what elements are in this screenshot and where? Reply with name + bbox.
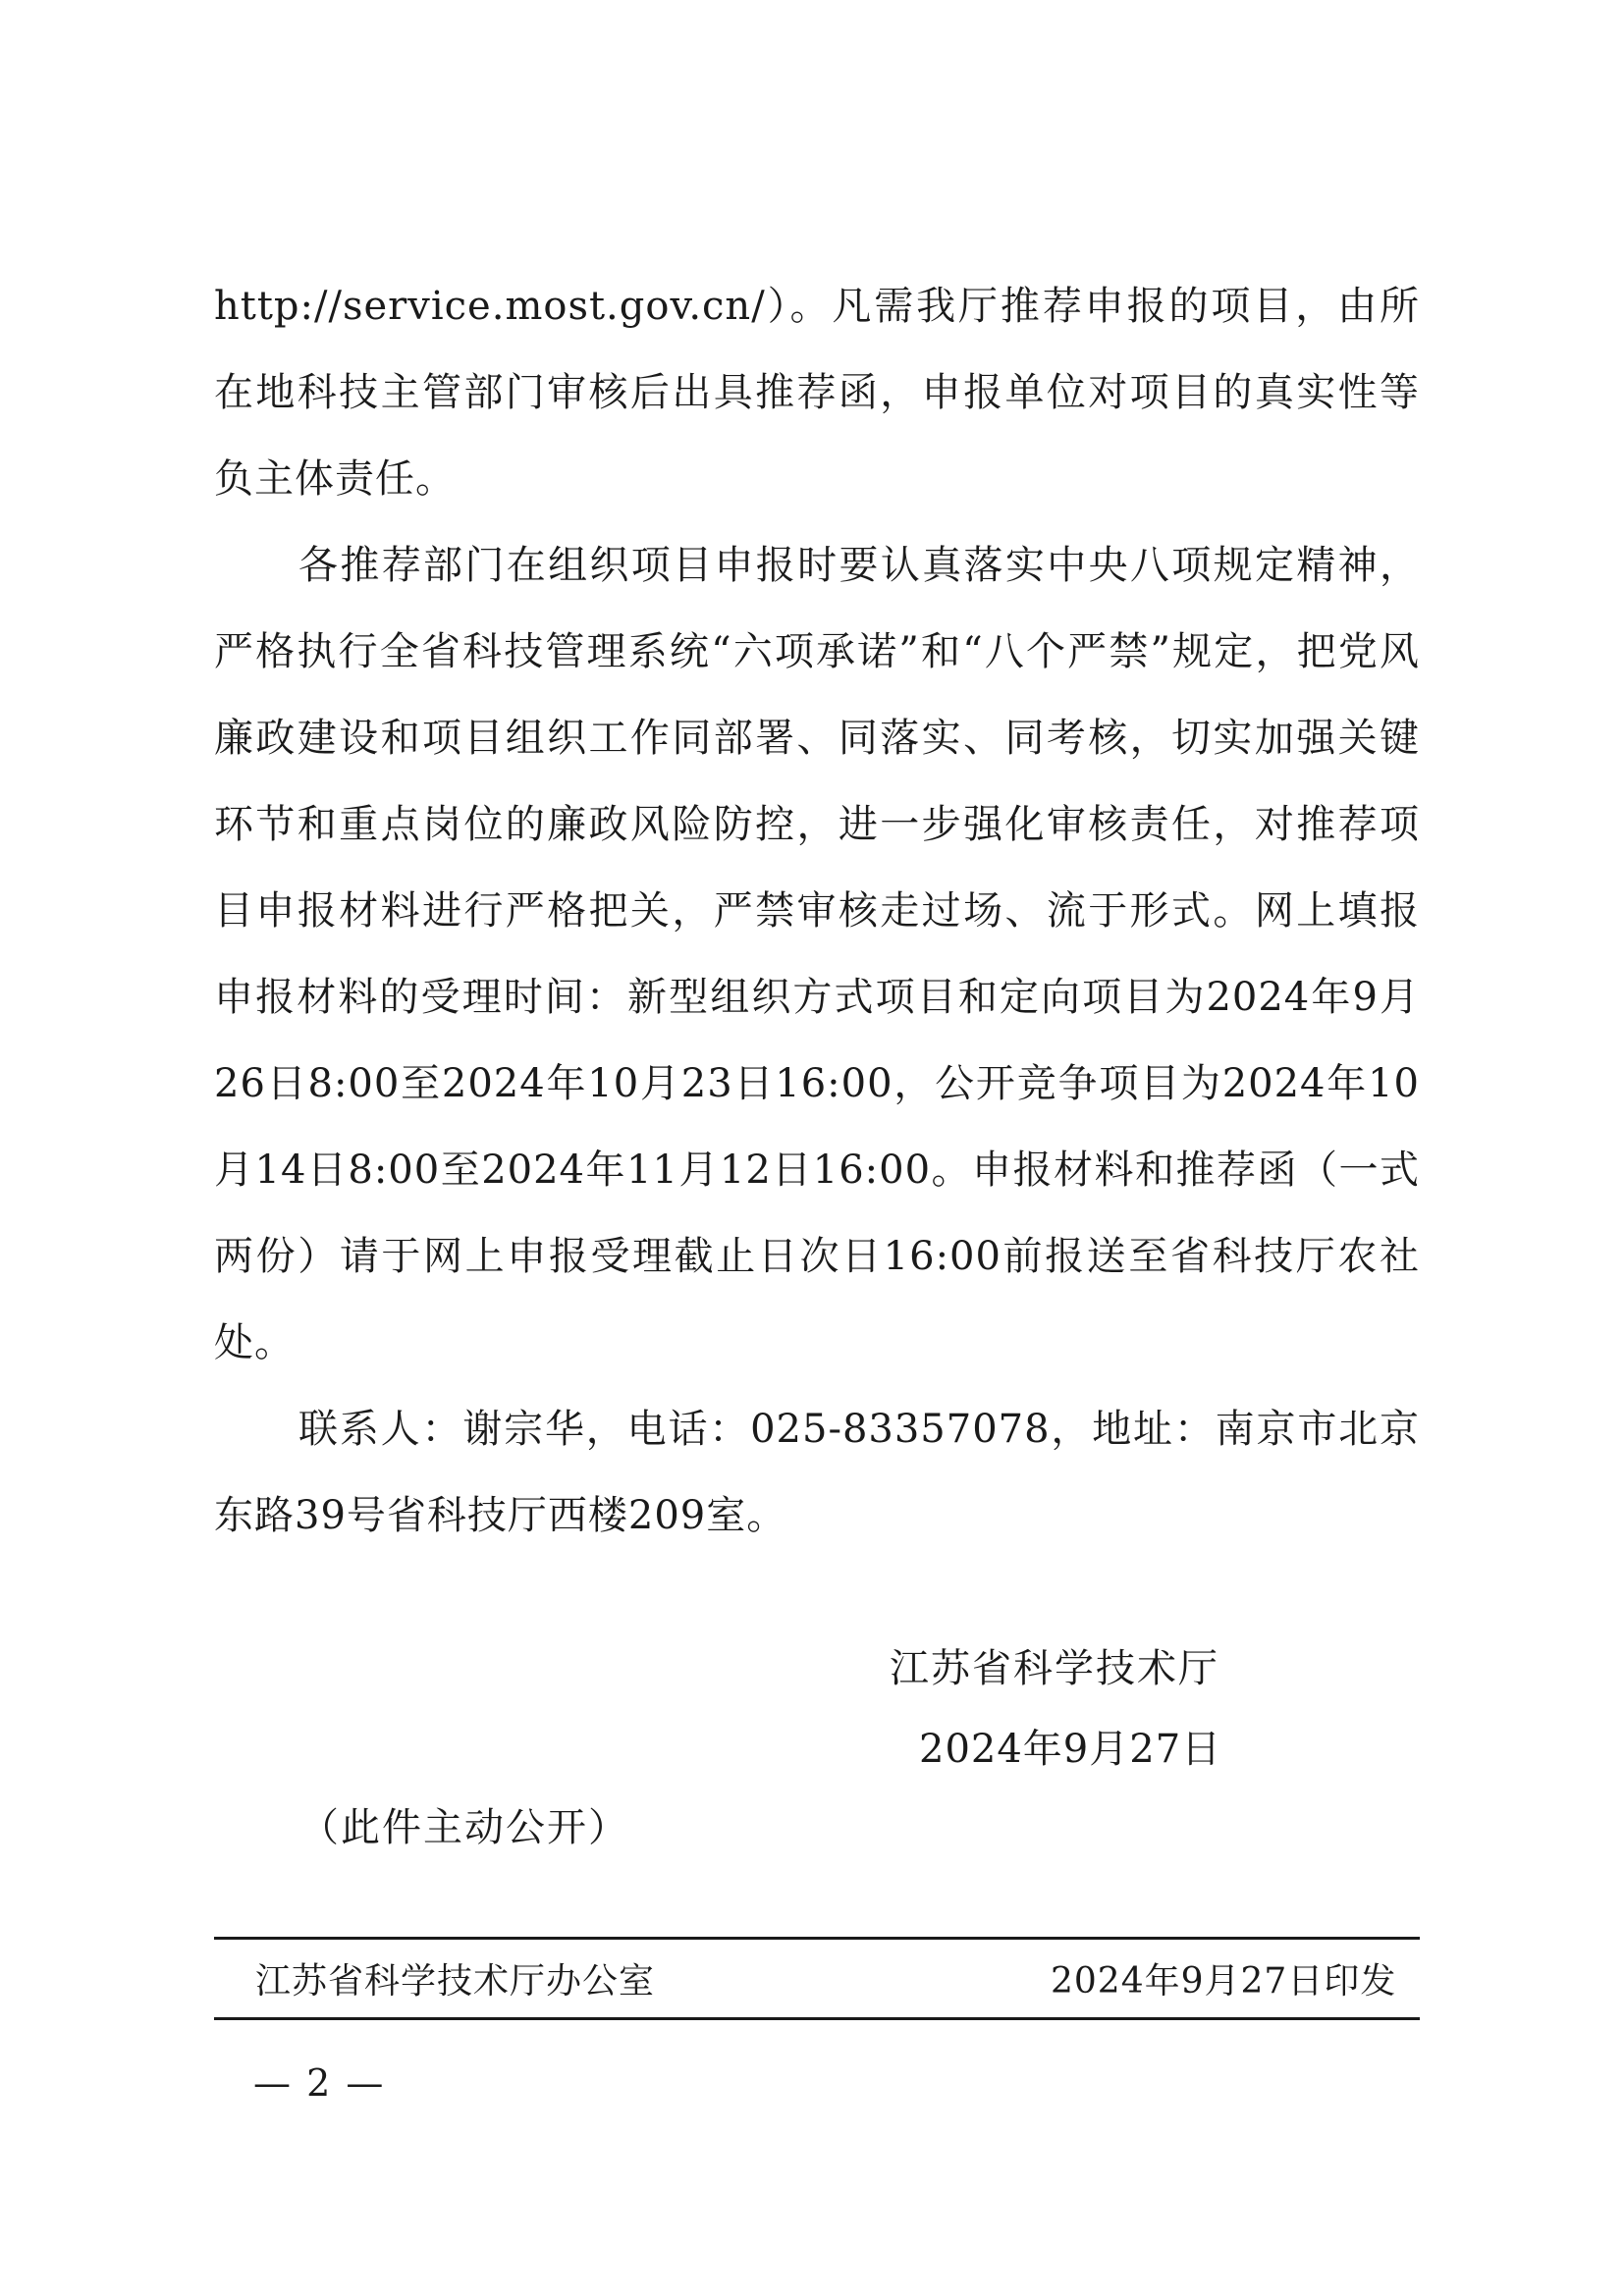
document-body — [214, 263, 1420, 1559]
paragraph-integrity-requirements: 各推荐部门在组织项目申报时要认真落实中央八项规定精神，严格执行全省科技管理系统“六项承诺”和“八个严禁”规定，把党风廉政建设和项目组织工作同部署、同落实、同考核，切实加强关键环节和重点岗位的廉政风险防控，进一步强化审核责任，对推荐项目申报材料进行严格把关，严禁审核走过场、流于形式。网上填报申报材料的受理时间：新型组织方式项目和定向项目为2024年9月26日8:00至2024年10月23日16:00，公开竞争项目为2024年10月14日8:00至2024年11月12日16:00。申报材料和推荐函（一式两份）请于网上申报受理截止日次日16:00前报送至省科技厅农社处。 — [214, 543, 1420, 1365]
paragraph-submission-link: http://service.most.gov.cn/）。凡需我厅推荐申报的项目，由所在地科技主管部门审核后出具推荐函，申报单位对项目的真实性等负主体责任。 — [214, 284, 1420, 502]
signature-date: 2024年9月27日 — [919, 1727, 1222, 1772]
public-disclosure-note: （此件主动公开） — [299, 1805, 629, 1850]
footer-top-rule — [214, 1937, 1420, 1940]
footer-issuing-office: 江苏省科学技术厅办公室 — [255, 1961, 656, 2002]
footer-issue-date: 2024年9月27日印发 — [1051, 1961, 1397, 2002]
footer-bottom-rule — [214, 2017, 1420, 2020]
paragraph-contact: 联系人：谢宗华，电话：025-83357078，地址：南京市北京东路39号省科技厅西楼209室。 — [214, 1407, 1420, 1538]
signature-organization: 江苏省科学技术厅 — [890, 1646, 1219, 1691]
page-number: — 2 — — [253, 2061, 386, 2105]
